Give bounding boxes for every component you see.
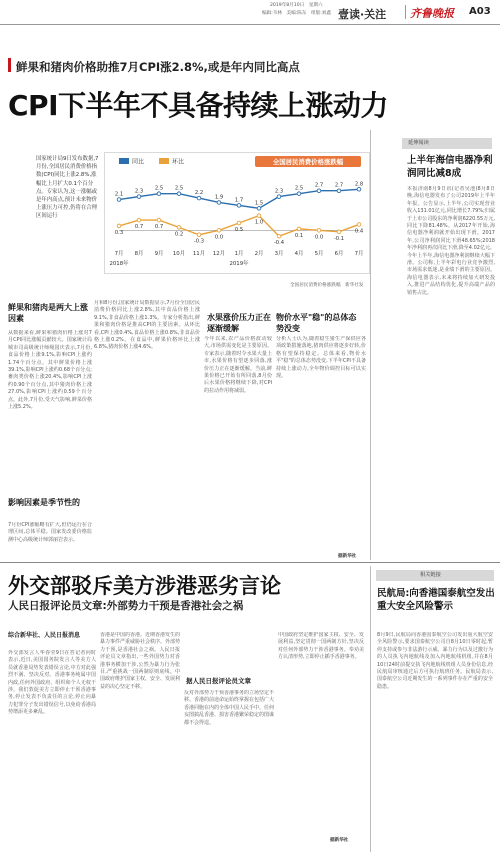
data-point	[117, 198, 121, 202]
cpi-chart	[104, 152, 370, 274]
data-label: 2.7	[314, 182, 324, 189]
data-label: -0.3	[193, 238, 205, 245]
side2-label: 相关链接	[420, 572, 441, 578]
data-label: 0.4	[354, 228, 364, 235]
x-tick-label: 3月	[274, 251, 284, 257]
x-tick-label: 1月	[234, 251, 244, 257]
data-label: 2.8	[354, 181, 364, 188]
subhead-stable: 物价水平"稳"的总体态势没变	[276, 313, 357, 333]
legend-label: 环比	[172, 158, 185, 166]
x-tick-label: 9月	[154, 251, 164, 257]
data-label: 1.5	[254, 200, 264, 207]
data-label: 2.1	[114, 191, 124, 198]
data-label: 1.7	[234, 197, 244, 204]
data-label: 0.0	[314, 234, 324, 241]
article1-intro: 国家统计局9日发布数据,7月份,全国居民消费价格指数(CPI)同比上涨2.8%,涨幅比上月扩大0.1个百分点。专家认为,这一涨幅或是年内高点,预计未来物价上涨压力可控,仍将在合理区间运行	[36, 156, 99, 220]
data-point	[357, 223, 361, 227]
data-point	[297, 192, 301, 196]
data-label: 0.7	[134, 224, 144, 231]
data-point	[357, 187, 361, 191]
data-label: 2.3	[134, 188, 144, 195]
header-divider	[405, 5, 406, 19]
data-label: 2.5	[294, 185, 304, 192]
article1-source: 据新华社	[338, 554, 357, 559]
data-label: -0.4	[273, 240, 285, 247]
data-label: 0.5	[234, 227, 244, 233]
cpi-chart-svg	[105, 153, 369, 273]
page-number: A03	[469, 6, 491, 17]
data-label: 2.5	[154, 185, 164, 192]
x-tick-label: 11月	[192, 251, 206, 257]
data-label: 0.2	[174, 231, 184, 238]
data-point	[157, 218, 161, 222]
data-point	[217, 201, 221, 205]
section-divider	[0, 562, 500, 563]
article1-headline: CPI下半年不具备持续上涨动力	[8, 89, 388, 122]
data-label: 2.7	[334, 182, 344, 189]
x-tick-label: 7月	[114, 251, 124, 257]
x-tick-label: 7月	[354, 251, 364, 257]
article1-col1: 从数据来看,鲜果和猪肉价格上涨对7月CPI同比涨幅贡献较大。国家统计局城市司高级统计师绳国庆表示,7月份,食品价格上涨9.1%,影响CPI上涨约1.74个百分点。其中鲜果价格上涨39.1%,影响CPI上涨约0.68个百分点;畜肉类价格上涨20.4%,影响CPI上涨约0.90个百分点,其中猪肉价格上涨27.0%,影响CPI上涨约0.59个百分点。此外,7月份,受天气影响,鲜菜价格上涨5.2%。	[8, 330, 92, 411]
article2-dateline: 综合新华社、人民日报消息	[8, 632, 81, 639]
section-label: 壹读·关注	[338, 8, 387, 21]
article1-col2: 月和8月份,国家统计局数据显示,7月份全国居民消费价格同比上涨2.8%,其中食品价格上涨9.1%,非食品价格上涨1.3%。专家分析指出,鲜果和猪肉价格是推高CPI的主要因素。从环比看,CPI上涨0.4%,食品价格上涨0.8%,非食品价格上涨0.2%。在食品中,鲜果价格环比上涨6.8%,猪肉价格上涨4.6%。	[94, 300, 200, 351]
article2-headline: 外交部驳斥美方涉港恶劣言论	[8, 574, 281, 598]
article2-col4: 中国政府坚定维护国家主权、安全、发展利益,坚定贯彻一国两制方针,坚决反对任何外部势力干涉香港事务。奉劝美方认清形势,立即停止插手香港事务。	[278, 632, 364, 661]
accent-bar	[8, 58, 11, 72]
chart-title: 全国居民消费价格涨跌幅	[272, 158, 344, 166]
data-point	[157, 192, 161, 196]
data-point	[237, 204, 241, 208]
data-point	[317, 229, 321, 233]
brand-logo: 齐鲁晚报	[410, 7, 454, 20]
data-label: 2.3	[274, 188, 284, 195]
data-label: 1.0	[254, 219, 264, 226]
x-tick-label: 8月	[134, 251, 144, 257]
data-point	[197, 233, 201, 237]
data-point	[117, 224, 121, 228]
data-point	[237, 221, 241, 225]
data-point	[217, 229, 221, 233]
data-label: -0.1	[333, 235, 345, 242]
side1-headline: 上半年海信电器净利润同比减8成	[407, 155, 493, 179]
data-label: 0.7	[154, 224, 164, 231]
article2-subhead: 据人民日报评论员文章	[186, 677, 251, 685]
x-tick-label: 2月	[254, 251, 264, 257]
year-label: 2018年	[109, 261, 129, 267]
data-label: 0.0	[214, 234, 224, 241]
x-tick-label: 4月	[294, 251, 304, 257]
page-header	[0, 0, 500, 25]
legend-swatch	[159, 158, 169, 164]
data-point	[337, 230, 341, 234]
article2-source: 据新华社	[330, 838, 349, 843]
data-point	[257, 207, 261, 211]
data-point	[257, 214, 261, 218]
subhead-fruit-price: 水果涨价压力正在逐渐缓解	[207, 313, 271, 333]
article2-col2: 香港是中国的香港。近期香港发生的暴力事件严重威胁社会秩序。外部势力干预,是香港社会之祸。人民日报评论员文章指出,一些外国势力对香港事务横加干涉,公然为暴力行为张目,严重挑战一国两制原则底线。中国政府维护国家主权、安全、发展利益的决心坚定不移。	[100, 632, 180, 690]
x-tick-label: 10月	[172, 251, 186, 257]
side2-headline: 民航局:向香港国泰航空发出重大安全风险警示	[377, 588, 495, 612]
column-divider	[370, 130, 371, 560]
data-point	[177, 192, 181, 196]
data-label: 0.3	[114, 229, 124, 236]
article1-subtitle: 鲜果和猪肉价格助推7月CPI涨2.8%,或是年内同比高点	[16, 60, 300, 74]
article2-subtitle: 人民日报评论员文章:外部势力干预是香港社会之祸	[8, 600, 244, 612]
chart-caption: 全国居民消费价格涨跌幅 新华社发	[290, 283, 364, 288]
data-point	[317, 189, 321, 193]
data-label: 1.9	[214, 194, 224, 201]
article1-col3: 今年以来,农产品价格波动较大,市场供需变化是主要原因。专家表示,随着时令水果大量上市,水果价格有望逐步回落,涨价压力正在逐渐缓解。当前,鲜果价格已开始有所回落,8月份后水果价格将继续下降,对CPI的拉动作用将减弱。	[204, 336, 272, 394]
article2-col3: 反对外部势力干预香港事务的立场坚定不移。香港的前途命运始终掌握在包括广大香港同胞在内的全体中国人民手中。任何妄图搞乱香港、损害香港繁荣稳定的图谋都不会得逞。	[184, 690, 274, 726]
x-tick-label: 6月	[334, 251, 344, 257]
side2-body: 8月9日,民航局向香港国泰航空公司发出重大航空安全风险警示,要求国泰航空公司自8月10日零时起,暂停支持或参与非法游行示威、暴力行为以及过激行为的人员执飞内地航线及加入内地航线机组,并在8月10日24时前提交执飞内地航线机组人员身份信息,经民航局审核通过后方可执行航班任务。民航局表示,国泰航空公司近期发生的一系列事件存在严重的安全隐患。	[377, 632, 493, 690]
data-point	[137, 218, 141, 222]
article1-col4: 分析人士认为,随着稳生猪生产保供应各项政策措施落地,猪肉供应将逐步好转,价格有望保持稳定。总体来看,物价水平"稳"的总体态势没变,下半年CPI不具备持续上涨动力,全年物价调控目标可以实现。	[276, 336, 366, 380]
data-point	[277, 234, 281, 238]
article2-col1: 外交部发言人华春莹9日在答记者问时表示,近日,美国国务院发言人等美方人员就香港局势发表错误言论,中方对此强烈不满、坚决反对。香港事务纯属中国内政,任何外国政府、组织和个人无权干涉。我们敦促美方立即停止干预香港事务,停止发表不负责任的言论,停止向暴力犯罪分子发出错误信号,以免给香港局势增添更多紊乱。	[8, 650, 96, 716]
data-point	[177, 226, 181, 230]
date-line: 2019年8月10日 星期六	[270, 3, 323, 8]
data-label: 0.1	[294, 232, 304, 239]
legend-label: 同比	[132, 158, 145, 166]
side1-body: 本报济南8月9日讯(记者吴池)8月8日晚,海信电器发布了公司2019年上半年年报。公告显示,上半年,公司实现营业收入131.01亿元,同比增长7.79%;归属于上市公司股东的净利润6220.55万元,同比下降81.48%。从2017年开始,海信电器净利润就开始出现下滑。2017年,公司净利润同比下滑48.65%;2018年净利润再次同比下滑,降至4.02亿元。今年上半年,海信电器净利润继续大幅下滑。公司称,上半年彩电行业竞争激烈,市场需求低迷,是业绩下滑的主要原因。海信电器表示,未来将持续加大研发投入,推进产品结构优化,提升高端产品的销售占比。	[407, 186, 495, 296]
data-label: 2.5	[174, 185, 184, 192]
subhead-fruit-pork: 鲜果和猪肉是两大上涨因素	[8, 303, 88, 323]
subhead-seasonal: 影响因素是季节性的	[8, 498, 80, 507]
editors-line: 编辑:韦林 美编:陈东 组版:刘鑫	[262, 11, 331, 16]
legend-swatch	[119, 158, 129, 164]
data-point	[197, 196, 201, 200]
data-point	[337, 189, 341, 193]
data-point	[297, 227, 301, 231]
year-label: 2019年	[229, 261, 249, 267]
x-tick-label: 12月	[212, 251, 226, 257]
article1-col1b: 7月份CPI涨幅略有扩大,但仍运行在合理区间,总体平稳。国家发改委价格监测中心高级统计师郭丽岩表示。	[8, 522, 92, 543]
column-divider-2	[370, 566, 371, 852]
data-label: 2.2	[194, 190, 204, 197]
side1-label: 延伸阅读	[408, 140, 429, 146]
data-point	[137, 195, 141, 199]
data-point	[277, 195, 281, 199]
x-tick-label: 5月	[314, 251, 324, 257]
